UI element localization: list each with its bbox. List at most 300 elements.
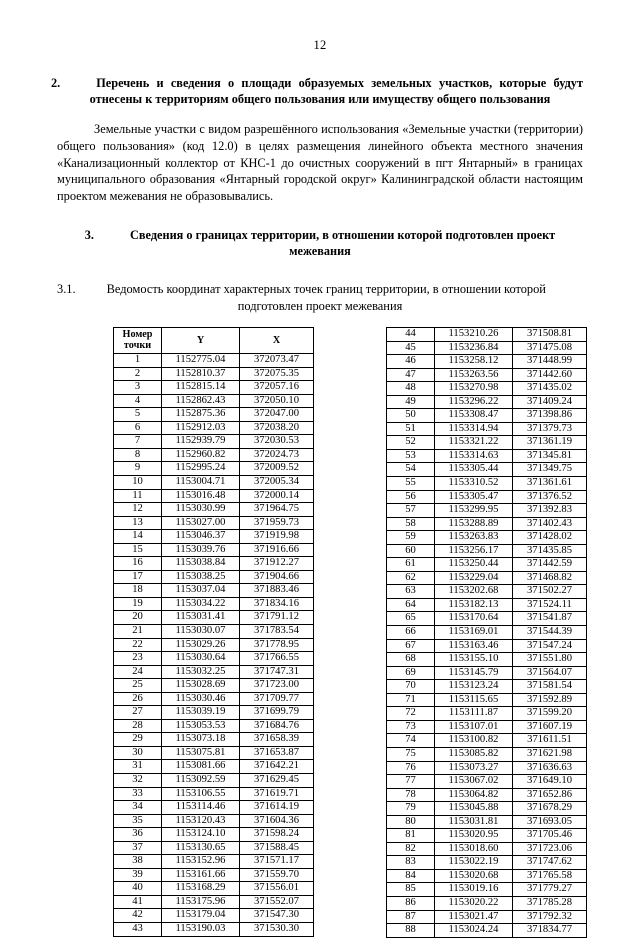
cell-x: 371552.07 bbox=[240, 895, 314, 909]
cell-x: 371524.11 bbox=[513, 598, 587, 612]
cell-y: 1153202.68 bbox=[435, 585, 513, 599]
table-row bbox=[114, 706, 314, 720]
cell-y: 1153067.02 bbox=[435, 775, 513, 789]
cell-y: 1153168.29 bbox=[162, 882, 240, 896]
cell-point-number: 19 bbox=[114, 597, 162, 611]
cell-x: 371468.82 bbox=[513, 571, 587, 585]
cell-x: 371964.75 bbox=[240, 503, 314, 517]
cell-y: 1153152.96 bbox=[162, 855, 240, 869]
cell-y: 1153123.24 bbox=[435, 680, 513, 694]
cell-point-number: 16 bbox=[114, 557, 162, 571]
cell-y: 1153034.22 bbox=[162, 597, 240, 611]
cell-y: 1153270.98 bbox=[435, 382, 513, 396]
cell-x: 371912.27 bbox=[240, 557, 314, 571]
cell-y: 1153016.48 bbox=[162, 489, 240, 503]
cell-point-number: 32 bbox=[114, 773, 162, 787]
cell-x: 371766.55 bbox=[240, 652, 314, 666]
cell-y: 1152939.79 bbox=[162, 435, 240, 449]
cell-point-number: 7 bbox=[114, 435, 162, 449]
cell-x: 371581.54 bbox=[513, 680, 587, 694]
cell-point-number: 43 bbox=[114, 923, 162, 937]
cell-y: 1153022.19 bbox=[435, 856, 513, 870]
cell-x: 371361.19 bbox=[513, 436, 587, 450]
cell-y: 1153250.44 bbox=[435, 558, 513, 572]
cell-point-number: 87 bbox=[387, 910, 435, 924]
table-row bbox=[114, 367, 314, 381]
cell-x: 371588.45 bbox=[240, 841, 314, 855]
cell-y: 1153075.81 bbox=[162, 746, 240, 760]
table-row bbox=[387, 449, 587, 463]
cell-point-number: 28 bbox=[114, 719, 162, 733]
cell-y: 1153085.82 bbox=[435, 747, 513, 761]
table-row bbox=[114, 489, 314, 503]
cell-point-number: 44 bbox=[387, 328, 435, 342]
table-row bbox=[114, 868, 314, 882]
cell-x: 371556.01 bbox=[240, 882, 314, 896]
section-3-1-heading bbox=[57, 281, 583, 314]
cell-x: 371778.95 bbox=[240, 638, 314, 652]
cell-x: 372038.20 bbox=[240, 421, 314, 435]
cell-y: 1153038.25 bbox=[162, 570, 240, 584]
cell-point-number: 84 bbox=[387, 869, 435, 883]
table-row bbox=[114, 624, 314, 638]
cell-x: 371636.63 bbox=[513, 761, 587, 775]
cell-y: 1153073.27 bbox=[435, 761, 513, 775]
cell-y: 1153305.47 bbox=[435, 490, 513, 504]
table-row bbox=[114, 584, 314, 598]
table-row bbox=[114, 421, 314, 435]
cell-y: 1152775.04 bbox=[162, 354, 240, 368]
cell-x: 371834.16 bbox=[240, 597, 314, 611]
cell-x: 371614.19 bbox=[240, 801, 314, 815]
cell-x: 371653.87 bbox=[240, 746, 314, 760]
table-row bbox=[387, 409, 587, 423]
table-row bbox=[387, 720, 587, 734]
table-row bbox=[387, 639, 587, 653]
table-row bbox=[387, 869, 587, 883]
cell-x: 371791.12 bbox=[240, 611, 314, 625]
cell-x: 371559.70 bbox=[240, 868, 314, 882]
table-row bbox=[387, 910, 587, 924]
cell-point-number: 11 bbox=[114, 489, 162, 503]
table-row bbox=[387, 490, 587, 504]
cell-x: 371604.36 bbox=[240, 814, 314, 828]
cell-x: 371598.24 bbox=[240, 828, 314, 842]
cell-point-number: 74 bbox=[387, 734, 435, 748]
cell-x: 371508.81 bbox=[513, 328, 587, 342]
cell-x: 371678.29 bbox=[513, 802, 587, 816]
cell-x: 371705.46 bbox=[513, 829, 587, 843]
cell-x: 372009.52 bbox=[240, 462, 314, 476]
column-header-y: Y bbox=[162, 328, 240, 354]
section-2-number: 2. bbox=[51, 76, 61, 90]
cell-point-number: 67 bbox=[387, 639, 435, 653]
cell-y: 1153256.17 bbox=[435, 544, 513, 558]
cell-x: 371442.59 bbox=[513, 558, 587, 572]
cell-y: 1153030.99 bbox=[162, 503, 240, 517]
cell-point-number: 58 bbox=[387, 517, 435, 531]
cell-y: 1153111.87 bbox=[435, 707, 513, 721]
cell-point-number: 30 bbox=[114, 746, 162, 760]
cell-y: 1153182.13 bbox=[435, 598, 513, 612]
cell-point-number: 79 bbox=[387, 802, 435, 816]
table-row bbox=[114, 719, 314, 733]
cell-x: 371428.02 bbox=[513, 531, 587, 545]
table-row bbox=[387, 802, 587, 816]
cell-x: 371402.43 bbox=[513, 517, 587, 531]
cell-y: 1153030.64 bbox=[162, 652, 240, 666]
cell-x: 371621.98 bbox=[513, 747, 587, 761]
cell-point-number: 9 bbox=[114, 462, 162, 476]
coordinates-table-left bbox=[113, 327, 314, 937]
cell-point-number: 6 bbox=[114, 421, 162, 435]
cell-x: 371599.20 bbox=[513, 707, 587, 721]
table-row bbox=[114, 611, 314, 625]
cell-point-number: 80 bbox=[387, 815, 435, 829]
section-3-1-number: 3.1. bbox=[57, 282, 76, 297]
table-row bbox=[387, 693, 587, 707]
table-row bbox=[114, 394, 314, 408]
cell-point-number: 86 bbox=[387, 896, 435, 910]
cell-y: 1153190.03 bbox=[162, 923, 240, 937]
cell-x: 371398.86 bbox=[513, 409, 587, 423]
cell-x: 371834.77 bbox=[513, 924, 587, 938]
cell-y: 1153073.18 bbox=[162, 733, 240, 747]
cell-y: 1153031.41 bbox=[162, 611, 240, 625]
cell-x: 371747.31 bbox=[240, 665, 314, 679]
table-row bbox=[387, 598, 587, 612]
cell-y: 1153031.81 bbox=[435, 815, 513, 829]
cell-x: 372000.14 bbox=[240, 489, 314, 503]
cell-x: 372057.16 bbox=[240, 381, 314, 395]
cell-point-number: 10 bbox=[114, 475, 162, 489]
column-header-point-number-line1: Номер bbox=[122, 329, 153, 340]
table-row bbox=[114, 760, 314, 774]
table-row bbox=[387, 626, 587, 640]
cell-point-number: 71 bbox=[387, 693, 435, 707]
cell-y: 1153288.89 bbox=[435, 517, 513, 531]
table-row bbox=[387, 924, 587, 938]
cell-x: 371547.30 bbox=[240, 909, 314, 923]
cell-point-number: 50 bbox=[387, 409, 435, 423]
cell-point-number: 47 bbox=[387, 368, 435, 382]
cell-y: 1153296.22 bbox=[435, 395, 513, 409]
cell-x: 371619.71 bbox=[240, 787, 314, 801]
cell-y: 1153210.26 bbox=[435, 328, 513, 342]
table-row bbox=[114, 895, 314, 909]
cell-point-number: 65 bbox=[387, 612, 435, 626]
cell-point-number: 72 bbox=[387, 707, 435, 721]
section-3-1-title: Ведомость координат характерных точек границ территории, в отношении которой подготовлен проект межевания bbox=[106, 282, 546, 313]
cell-point-number: 54 bbox=[387, 463, 435, 477]
table-header-row bbox=[114, 328, 314, 354]
cell-y: 1152810.37 bbox=[162, 367, 240, 381]
cell-point-number: 20 bbox=[114, 611, 162, 625]
cell-y: 1153020.68 bbox=[435, 869, 513, 883]
table-row bbox=[387, 531, 587, 545]
cell-x: 372073.47 bbox=[240, 354, 314, 368]
cell-y: 1153037.04 bbox=[162, 584, 240, 598]
cell-point-number: 39 bbox=[114, 868, 162, 882]
cell-point-number: 66 bbox=[387, 626, 435, 640]
table-row bbox=[114, 679, 314, 693]
table-row bbox=[387, 341, 587, 355]
cell-point-number: 18 bbox=[114, 584, 162, 598]
cell-y: 1153081.66 bbox=[162, 760, 240, 774]
cell-y: 1153046.37 bbox=[162, 530, 240, 544]
cell-point-number: 34 bbox=[114, 801, 162, 815]
table-row bbox=[114, 503, 314, 517]
cell-y: 1153039.76 bbox=[162, 543, 240, 557]
cell-y: 1153120.43 bbox=[162, 814, 240, 828]
cell-x: 371792.32 bbox=[513, 910, 587, 924]
cell-point-number: 59 bbox=[387, 531, 435, 545]
table-row bbox=[387, 788, 587, 802]
cell-y: 1153030.07 bbox=[162, 624, 240, 638]
cell-y: 1152960.82 bbox=[162, 448, 240, 462]
cell-y: 1153030.46 bbox=[162, 692, 240, 706]
table-row bbox=[387, 856, 587, 870]
cell-x: 371541.87 bbox=[513, 612, 587, 626]
cell-x: 371435.02 bbox=[513, 382, 587, 396]
cell-point-number: 63 bbox=[387, 585, 435, 599]
cell-x: 371442.60 bbox=[513, 368, 587, 382]
table-row bbox=[387, 395, 587, 409]
cell-point-number: 15 bbox=[114, 543, 162, 557]
cell-x: 371699.79 bbox=[240, 706, 314, 720]
cell-point-number: 5 bbox=[114, 408, 162, 422]
table-row bbox=[387, 571, 587, 585]
cell-point-number: 76 bbox=[387, 761, 435, 775]
cell-x: 371883.46 bbox=[240, 584, 314, 598]
cell-x: 371607.19 bbox=[513, 720, 587, 734]
cell-y: 1153045.88 bbox=[435, 802, 513, 816]
cell-y: 1152875.36 bbox=[162, 408, 240, 422]
cell-point-number: 21 bbox=[114, 624, 162, 638]
cell-x: 371783.54 bbox=[240, 624, 314, 638]
cell-x: 371547.24 bbox=[513, 639, 587, 653]
cell-point-number: 25 bbox=[114, 679, 162, 693]
cell-x: 371642.21 bbox=[240, 760, 314, 774]
cell-point-number: 77 bbox=[387, 775, 435, 789]
column-header-point-number-line2: точки bbox=[123, 340, 152, 352]
section-2-heading bbox=[51, 75, 583, 107]
table-row bbox=[387, 504, 587, 518]
cell-y: 1153314.94 bbox=[435, 422, 513, 436]
table-row bbox=[387, 842, 587, 856]
table-row bbox=[114, 855, 314, 869]
table-row bbox=[387, 436, 587, 450]
table-row bbox=[114, 435, 314, 449]
cell-y: 1153107.01 bbox=[435, 720, 513, 734]
table-row bbox=[114, 408, 314, 422]
cell-y: 1153028.69 bbox=[162, 679, 240, 693]
cell-y: 1152815.14 bbox=[162, 381, 240, 395]
cell-point-number: 24 bbox=[114, 665, 162, 679]
cell-x: 371592.89 bbox=[513, 693, 587, 707]
cell-y: 1153321.22 bbox=[435, 436, 513, 450]
cell-y: 1153310.52 bbox=[435, 477, 513, 491]
cell-point-number: 69 bbox=[387, 666, 435, 680]
cell-y: 1153021.47 bbox=[435, 910, 513, 924]
cell-point-number: 35 bbox=[114, 814, 162, 828]
cell-x: 371658.39 bbox=[240, 733, 314, 747]
cell-point-number: 85 bbox=[387, 883, 435, 897]
table-row bbox=[114, 733, 314, 747]
cell-x: 371629.45 bbox=[240, 773, 314, 787]
cell-point-number: 60 bbox=[387, 544, 435, 558]
table-row bbox=[114, 557, 314, 571]
cell-x: 371916.66 bbox=[240, 543, 314, 557]
cell-point-number: 81 bbox=[387, 829, 435, 843]
cell-x: 371709.77 bbox=[240, 692, 314, 706]
section-3-title: Сведения о границах территории, в отношении которой подготовлен проект межевания bbox=[130, 227, 556, 259]
cell-y: 1153019.16 bbox=[435, 883, 513, 897]
cell-point-number: 53 bbox=[387, 449, 435, 463]
cell-y: 1153169.01 bbox=[435, 626, 513, 640]
table-row bbox=[114, 381, 314, 395]
table-row bbox=[114, 448, 314, 462]
cell-x: 371361.61 bbox=[513, 477, 587, 491]
cell-x: 371349.75 bbox=[513, 463, 587, 477]
cell-x: 371649.10 bbox=[513, 775, 587, 789]
table-row bbox=[114, 652, 314, 666]
cell-point-number: 68 bbox=[387, 653, 435, 667]
cell-point-number: 38 bbox=[114, 855, 162, 869]
cell-x: 371723.06 bbox=[513, 842, 587, 856]
table-row bbox=[387, 815, 587, 829]
cell-x: 372005.34 bbox=[240, 475, 314, 489]
cell-x: 371409.24 bbox=[513, 395, 587, 409]
cell-y: 1153020.22 bbox=[435, 896, 513, 910]
table-row bbox=[114, 638, 314, 652]
cell-x: 371435.85 bbox=[513, 544, 587, 558]
cell-y: 1153170.64 bbox=[435, 612, 513, 626]
cell-point-number: 48 bbox=[387, 382, 435, 396]
table-row bbox=[114, 462, 314, 476]
cell-point-number: 83 bbox=[387, 856, 435, 870]
cell-point-number: 13 bbox=[114, 516, 162, 530]
cell-x: 371379.73 bbox=[513, 422, 587, 436]
cell-y: 1153039.19 bbox=[162, 706, 240, 720]
cell-x: 371765.58 bbox=[513, 869, 587, 883]
cell-y: 1153161.66 bbox=[162, 868, 240, 882]
cell-y: 1153308.47 bbox=[435, 409, 513, 423]
table-row bbox=[387, 653, 587, 667]
cell-y: 1153032.25 bbox=[162, 665, 240, 679]
cell-x: 371448.99 bbox=[513, 355, 587, 369]
cell-y: 1153130.65 bbox=[162, 841, 240, 855]
table-row bbox=[387, 747, 587, 761]
cell-point-number: 27 bbox=[114, 706, 162, 720]
cell-x: 371652.86 bbox=[513, 788, 587, 802]
table-row bbox=[114, 909, 314, 923]
cell-y: 1152862.43 bbox=[162, 394, 240, 408]
table-row bbox=[387, 707, 587, 721]
table-row bbox=[114, 828, 314, 842]
column-header-point-number bbox=[114, 328, 162, 354]
cell-x: 371904.66 bbox=[240, 570, 314, 584]
table-row bbox=[114, 787, 314, 801]
cell-x: 372030.53 bbox=[240, 435, 314, 449]
cell-point-number: 22 bbox=[114, 638, 162, 652]
cell-point-number: 33 bbox=[114, 787, 162, 801]
table-row bbox=[387, 761, 587, 775]
cell-point-number: 62 bbox=[387, 571, 435, 585]
table-row bbox=[114, 882, 314, 896]
cell-y: 1153027.00 bbox=[162, 516, 240, 530]
cell-point-number: 31 bbox=[114, 760, 162, 774]
cell-point-number: 57 bbox=[387, 504, 435, 518]
table-row bbox=[387, 355, 587, 369]
table-row bbox=[114, 665, 314, 679]
table-row bbox=[387, 558, 587, 572]
cell-y: 1153155.10 bbox=[435, 653, 513, 667]
table-row bbox=[114, 841, 314, 855]
cell-x: 371475.08 bbox=[513, 341, 587, 355]
cell-y: 1153236.84 bbox=[435, 341, 513, 355]
coordinates-table-right bbox=[386, 327, 587, 938]
table-body-right bbox=[387, 328, 587, 938]
cell-y: 1153114.46 bbox=[162, 801, 240, 815]
cell-point-number: 55 bbox=[387, 477, 435, 491]
cell-point-number: 52 bbox=[387, 436, 435, 450]
table-row bbox=[114, 773, 314, 787]
table-row bbox=[387, 896, 587, 910]
cell-point-number: 36 bbox=[114, 828, 162, 842]
table-row bbox=[114, 746, 314, 760]
cell-x: 371551.80 bbox=[513, 653, 587, 667]
cell-y: 1153018.60 bbox=[435, 842, 513, 856]
cell-point-number: 75 bbox=[387, 747, 435, 761]
table-row bbox=[114, 801, 314, 815]
cell-point-number: 23 bbox=[114, 652, 162, 666]
table-header bbox=[114, 328, 314, 354]
cell-x: 371376.52 bbox=[513, 490, 587, 504]
table-row bbox=[387, 734, 587, 748]
cell-y: 1153179.04 bbox=[162, 909, 240, 923]
table-row bbox=[387, 883, 587, 897]
cell-x: 371684.76 bbox=[240, 719, 314, 733]
cell-x: 371693.05 bbox=[513, 815, 587, 829]
cell-y: 1153106.55 bbox=[162, 787, 240, 801]
cell-point-number: 45 bbox=[387, 341, 435, 355]
cell-x: 371392.83 bbox=[513, 504, 587, 518]
cell-point-number: 46 bbox=[387, 355, 435, 369]
table-row bbox=[387, 328, 587, 342]
cell-x: 371564.07 bbox=[513, 666, 587, 680]
table-row bbox=[114, 543, 314, 557]
table-row bbox=[387, 477, 587, 491]
cell-y: 1153124.10 bbox=[162, 828, 240, 842]
cell-y: 1153163.46 bbox=[435, 639, 513, 653]
cell-point-number: 61 bbox=[387, 558, 435, 572]
document-page bbox=[0, 38, 640, 943]
cell-point-number: 41 bbox=[114, 895, 162, 909]
table-row bbox=[387, 612, 587, 626]
cell-point-number: 64 bbox=[387, 598, 435, 612]
cell-point-number: 14 bbox=[114, 530, 162, 544]
table-row bbox=[114, 530, 314, 544]
table-body-left bbox=[114, 354, 314, 937]
cell-y: 1153092.59 bbox=[162, 773, 240, 787]
cell-x: 371530.30 bbox=[240, 923, 314, 937]
page-number: 12 bbox=[313, 38, 327, 52]
table-row bbox=[114, 692, 314, 706]
cell-y: 1153100.82 bbox=[435, 734, 513, 748]
cell-point-number: 40 bbox=[114, 882, 162, 896]
table-row bbox=[387, 422, 587, 436]
